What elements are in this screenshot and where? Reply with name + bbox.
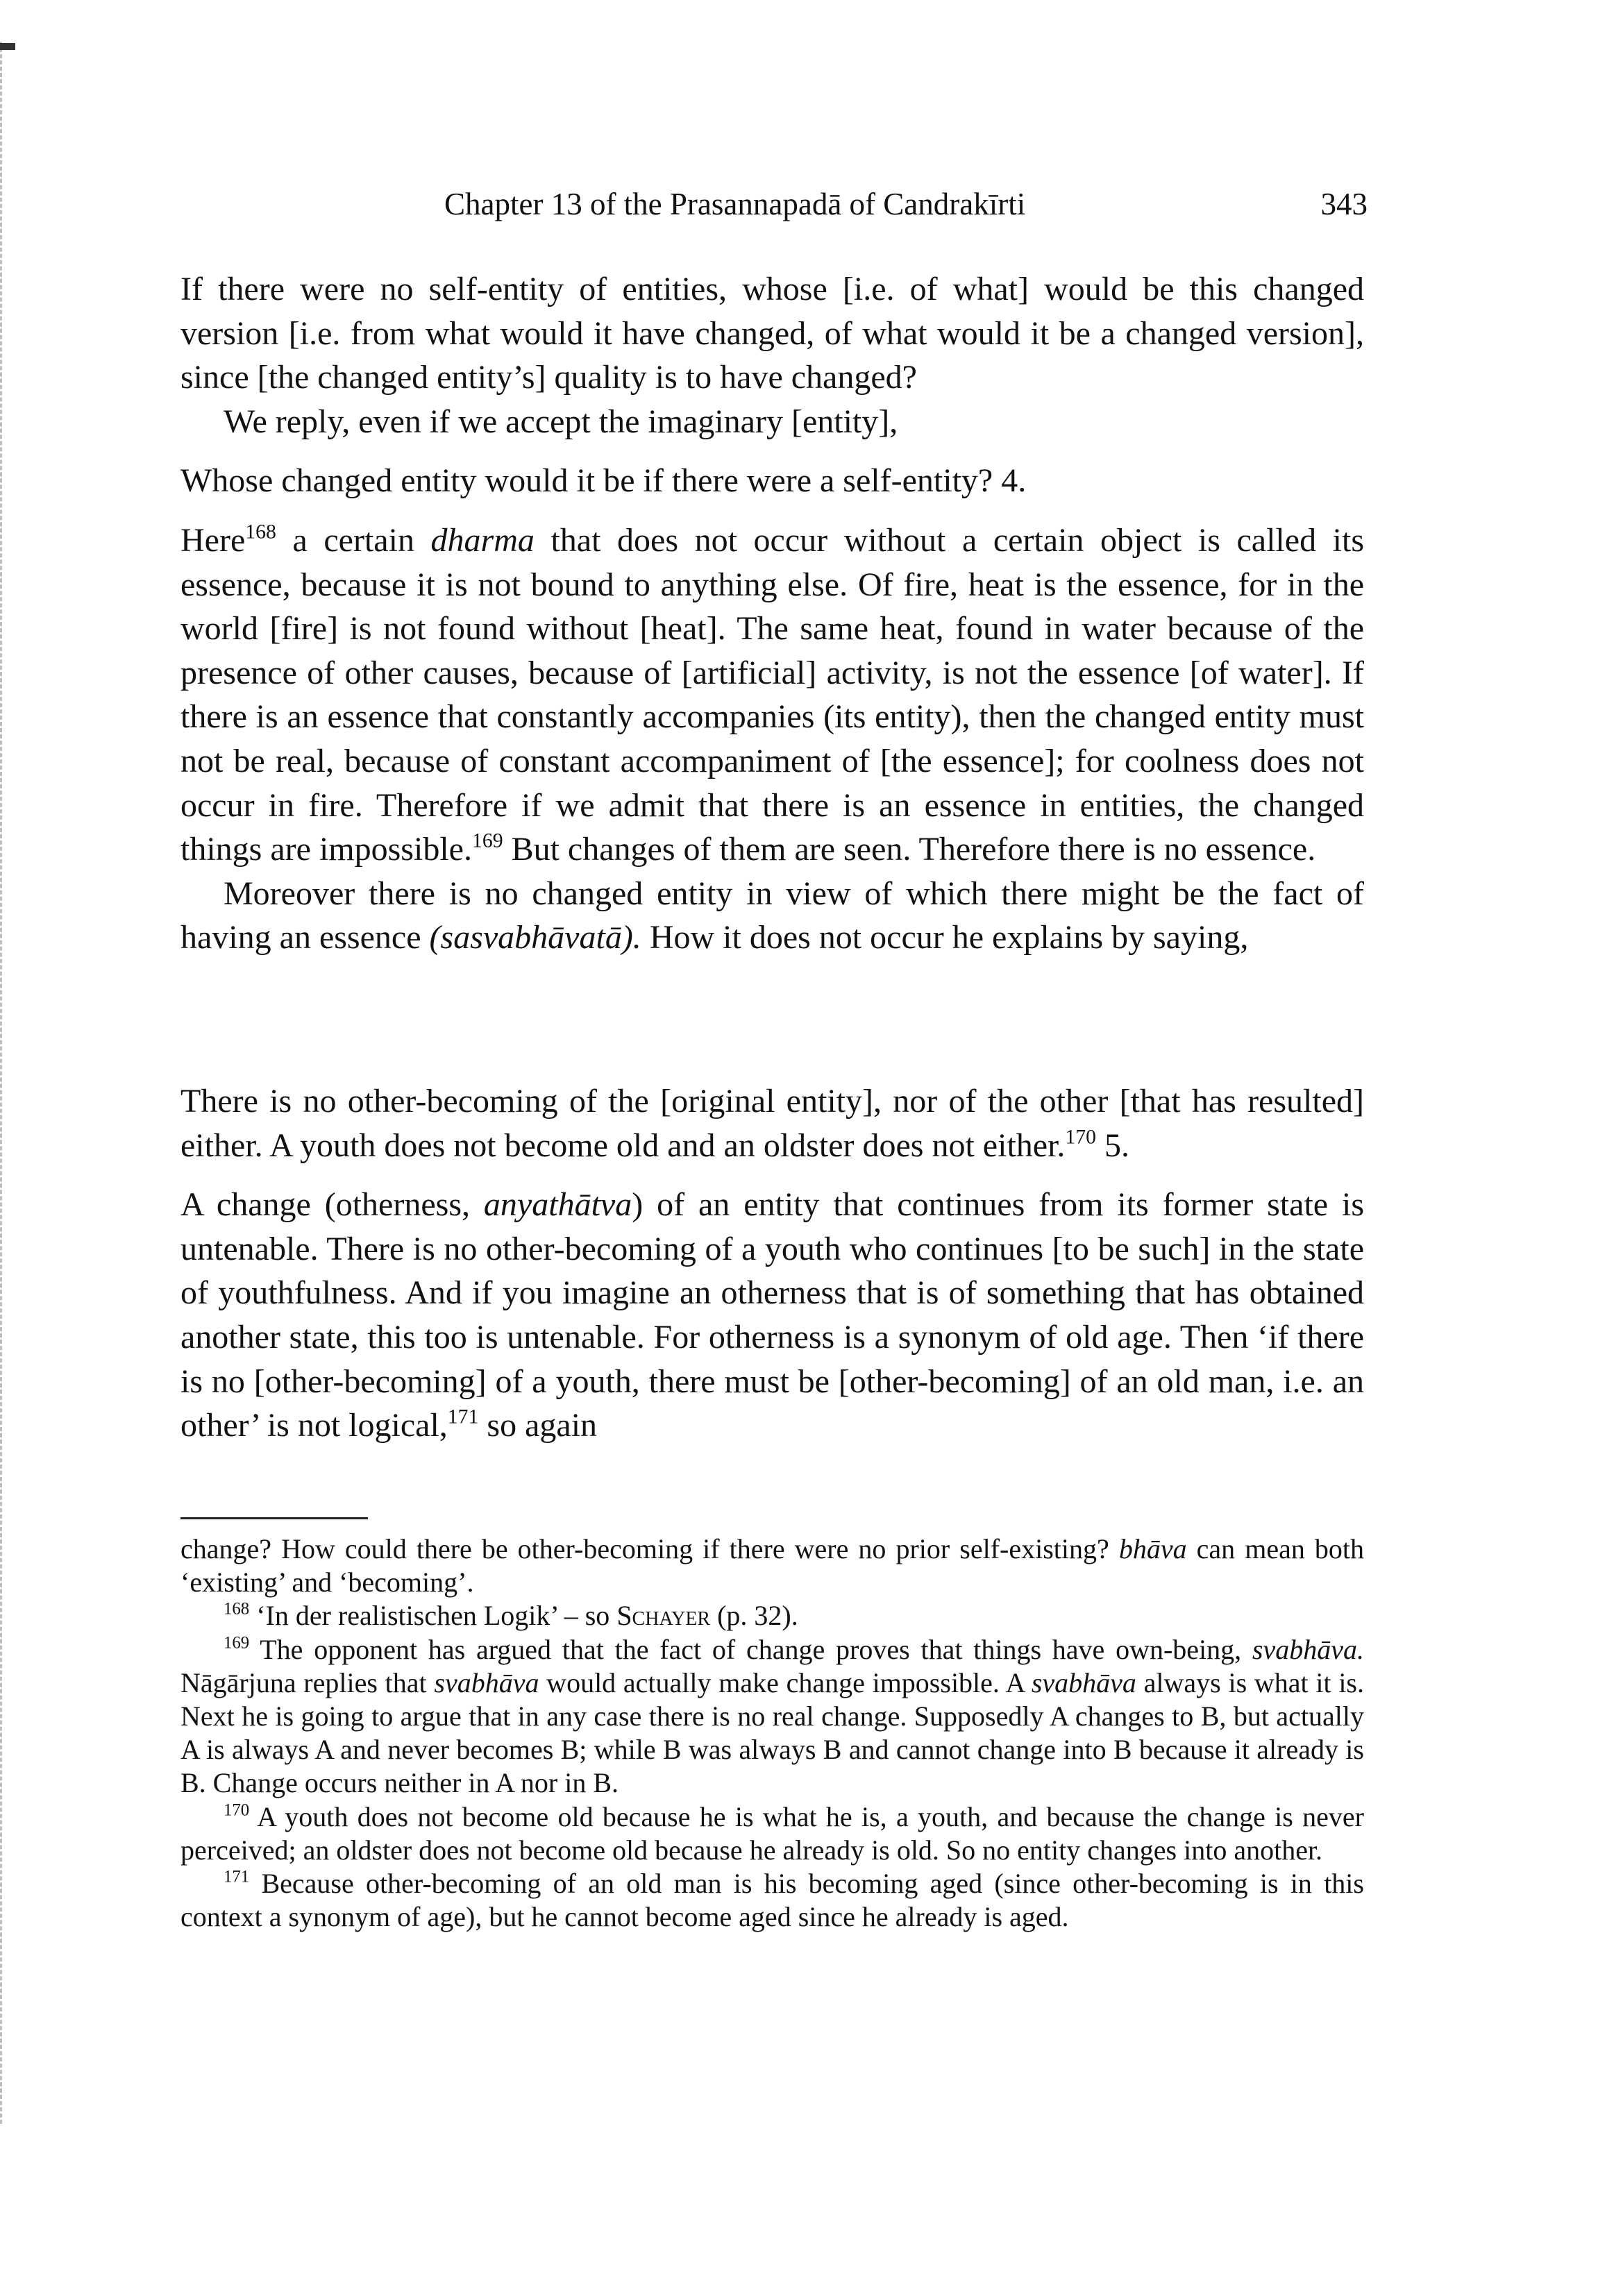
paragraph-1: If there were no self-entity of entities, whose [i.e. of what] would be this changed version [i.e. from what would it have changed, of what would it be a changed version], since [the changed entity’s] quality is to have changed? [180, 271, 1364, 396]
scan-corner-mark [0, 43, 15, 50]
main-text-upper [180, 267, 1364, 960]
footnote-number: 168 [224, 1600, 250, 1619]
paragraph-3: Here$^{168}$ a certain dharma that does not occur without a certain object is called its essence, because it is not bound to anything else. Of fire, heat is the essence, for in the world [fire] is not found without [heat]. The same heat, found in water because of the presence of other causes, because of [artificial] activity, is not the essence [of water]. If there is an essence that constantly accompanies (its entity), then the changed entity must not be real, because of constant accompaniment of [the essence]; for coolness does not occur in fire. Therefore if we admit that there is an essence in entities, the changed things are impossible.$^{169}$ But changes of them are seen. Therefore there is no essence. [180, 520, 1365, 868]
paragraph-5: A change (otherness, anyathātva) of an entity that continues from its former state is untenable. There is no other-becoming of a youth who continues [to be such] in the state of youthfulness. And if you imagine an otherness that is of something that has obtained another state, this too is untenable. For otherness is a synonym of old age. Then ‘if there is no [other-becoming] of a youth, there must be [other-becoming] of an old man, i.e. an other’ is not logical,$^{171}$ so again [180, 1186, 1365, 1444]
footnote-ref-168: 168 [245, 520, 276, 543]
running-head [444, 186, 1368, 230]
footnote-171: $^{171}$ Because other-becoming of an old man is his becoming aged (since other-becoming is in this context a synonym of age), but he cannot become aged since he already is aged. [180, 1867, 1364, 1933]
footnote-ref-170: 170 [1065, 1125, 1097, 1149]
page-number: 343 [1320, 187, 1368, 221]
footnote-169: $^{169}$ The opponent has argued that the fact of change proves that things have own-being, svabhāva. Nāgārjuna replies that svabhāva would actually make change impossible. A svabhāva always is what it is. Next he is going to argue that in any case there is no real change. Supposedly A changes to B, but actually A is always A and never becomes B; while B was always B and cannot change into B because it already is B. Change occurs neither in A nor in B. [180, 1633, 1364, 1799]
footnote-number: 171 [224, 1867, 250, 1886]
footnote-168: $^{168}$ ‘In der realistischen Logik’ – so Schayer (p. 32). [224, 1600, 798, 1632]
scan-edge-marks [0, 42, 13, 2124]
footnote-170: $^{170}$ A youth does not become old because he is what he is, a youth, and because the change is never perceived; an oldster does not become old because he already is old. So no entity changes into another. [180, 1800, 1364, 1866]
footnote-continuation: change? How could there be other-becoming if there were no prior self-existing? bhāva can mean both ‘existing’ and ‘becoming’. [180, 1533, 1364, 1598]
footnote-number: 169 [224, 1633, 250, 1653]
paragraph-4: Moreover there is no changed entity in view of which there might be the fact of having an essence (sasvabhāvatā). How it does not occur he explains by saying, [180, 875, 1364, 956]
footnote-number: 170 [224, 1800, 250, 1820]
paragraph-2: We reply, even if we accept the imaginary [entity], [224, 403, 898, 440]
main-text-lower [180, 1079, 1364, 1448]
verse-5: There is no other-becoming of the [original entity], nor of the other [that has resulted] either. A youth does not become old and an oldster does not either.$^{170}$ 5. [180, 1083, 1364, 1164]
footnotes [180, 1533, 1364, 1934]
footnote-rule [180, 1517, 368, 1519]
footnote-ref-171: 171 [447, 1405, 479, 1428]
verse-4: Whose changed entity would it be if there were a self-entity? 4. [180, 462, 1027, 500]
running-title: Chapter 13 of the Prasannapadā of Candrakīrti [444, 187, 1026, 221]
footnote-ref-169: 169 [471, 829, 503, 852]
